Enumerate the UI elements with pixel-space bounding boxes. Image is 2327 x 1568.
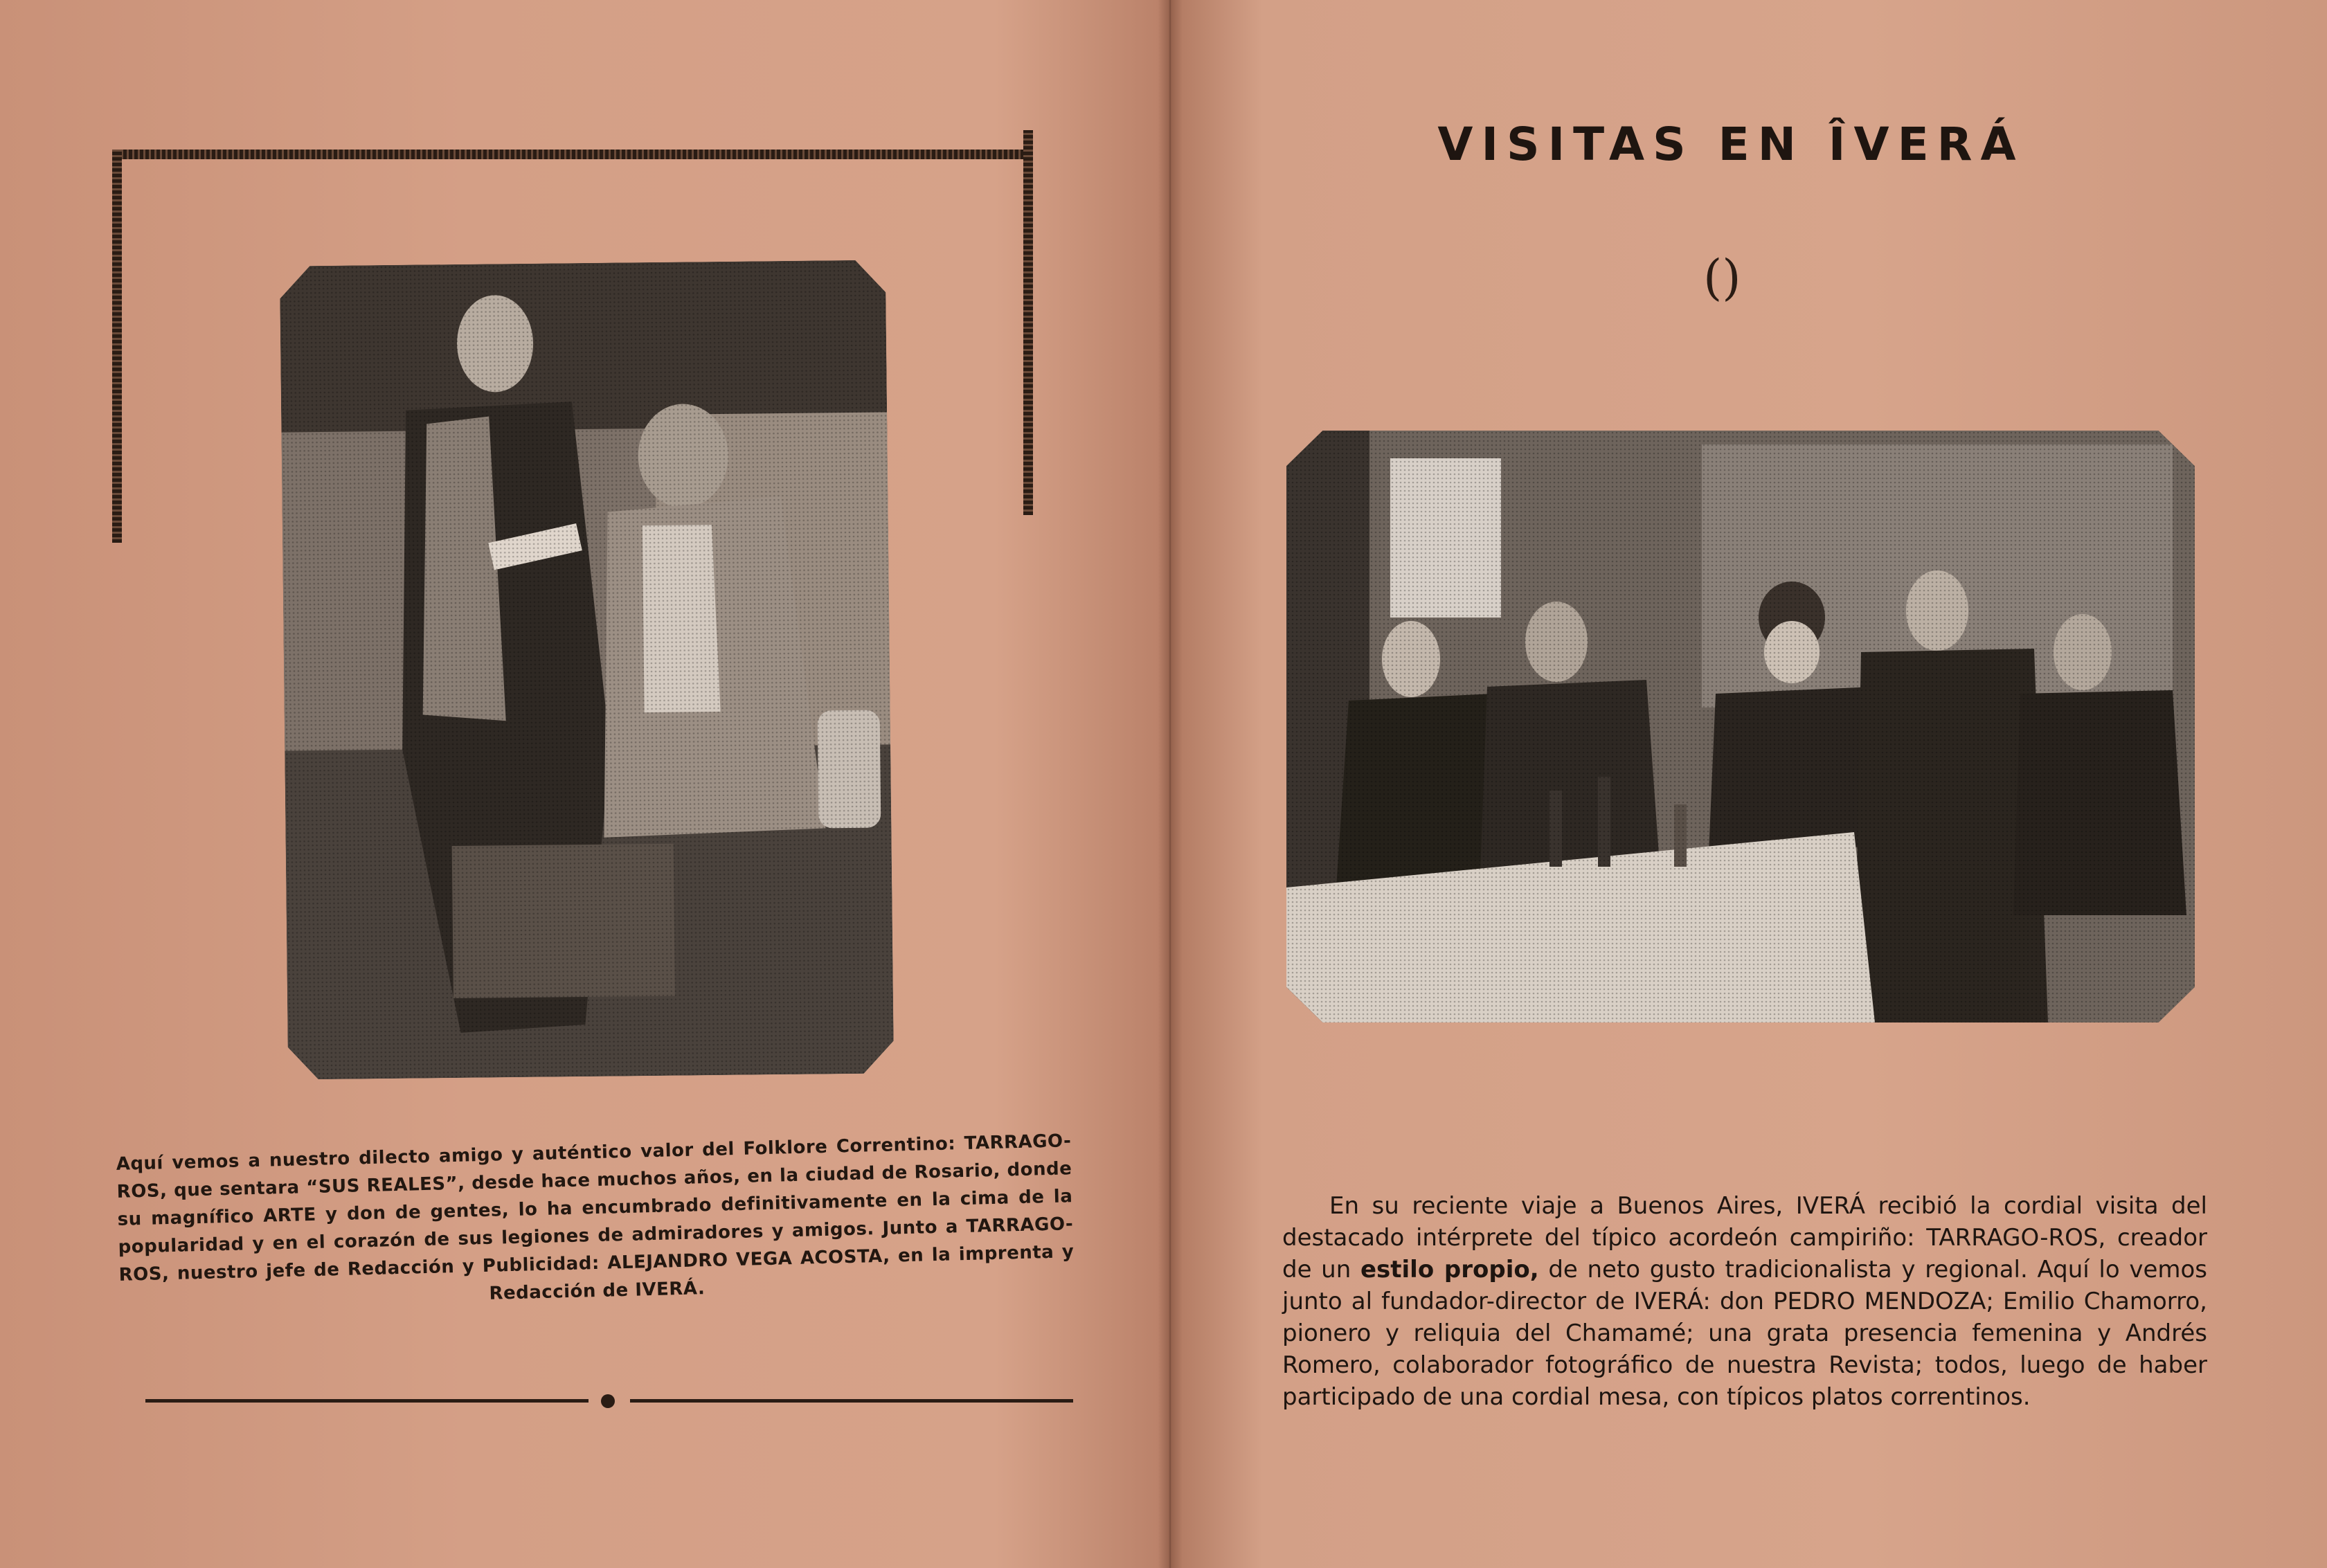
photo-tarrago-ros-and-vega-acosta <box>280 260 894 1079</box>
decorative-frame-top <box>112 150 1033 159</box>
decorative-frame-right <box>1023 130 1033 515</box>
article-title: VISITAS EN ÎVERÁ <box>1437 118 2024 171</box>
halftone-photo-left <box>280 260 894 1079</box>
divider-dot <box>601 1394 615 1408</box>
photo-group-visit <box>1286 431 2195 1022</box>
left-photo-caption: Aquí vemos a nuestro dilecto amigo y auténtico valor del Folklore Correntino: TARRAGO-ROS, que sentara “SUS REALES”, desde hace muchos años, en la ciudad de Rosario, donde su magnífico ARTE y don de gentes, lo ha encumbrado definitivamente en la cima de la popularidad y en el corazón de sus legiones de admiradores y amigos. Junto a TARRAGO-ROS, nuestro jefe de Redacción y Publicidad: ALEJANDRO VEGA ACOSTA, en la imprenta y Redacción de IVERÁ. <box>116 1130 1075 1304</box>
article-body-part-1: En su reciente viaje a Buenos Aires, IVERÁ recibió la cordial visita del destacado intérprete del típico acordeón campiriño: TARRAGO-ROS, creador de un <box>1282 1192 2207 1283</box>
divider-line-left <box>145 1399 589 1403</box>
article-body-bold: estilo propio, <box>1360 1256 1539 1283</box>
handwritten-mark: () <box>1703 249 1741 306</box>
divider-line-right <box>630 1399 1073 1403</box>
ornamental-divider <box>145 1393 1073 1407</box>
book-gutter <box>1158 0 1183 1568</box>
halftone-photo-right <box>1286 431 2195 1022</box>
decorative-frame-left <box>112 150 122 543</box>
article-body-part-2: de neto gusto tradicionalista y regional. Aquí lo vemos junto al fundador-director de IVERÁ: don PEDRO MENDOZA; Emilio Chamorro, pionero y reliquia del Chamamé; una grata presencia femenina y Andrés Romero, colaborador fotográfico de nuestra Revista; todos, luego de haber participado de una cordial mesa, con típicos platos correntinos. <box>1282 1256 2208 1411</box>
article-body <box>1282 1190 2207 1413</box>
